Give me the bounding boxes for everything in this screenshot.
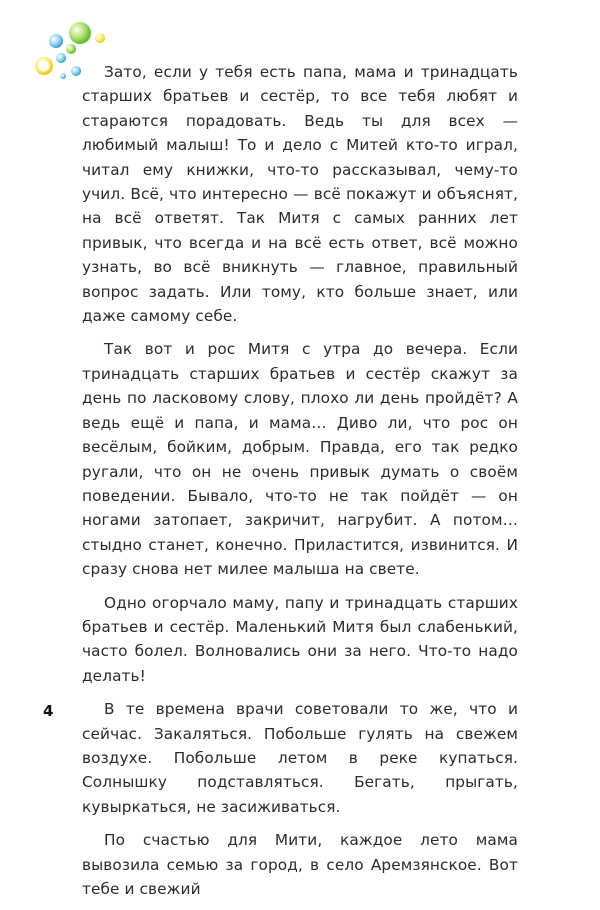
paragraph: Одно огорчало маму, папу и тринадцать старших братьев и сестёр. Маленький Митя был слабенький, часто болел. Волновались они за него. Что-то надо делать! [82, 593, 518, 685]
page-number: 4 [43, 702, 54, 720]
story-text [82, 60, 518, 910]
paragraph: В те времена врачи советовали то же, что и сейчас. Закаляться. Побольше гулять на свежем воздухе. Побольше летом в реке купаться. Солнышку подставляться. Бегать, прыгать, кувыркаться, не засиживаться. [82, 700, 518, 816]
paragraph: Так вот и рос Митя с утра до вечера. Если тринадцать старших братьев и сестёр скажут за день по ласковому слову, плохо ли день пройдёт? А ведь ещё и папа, и мама… Диво ли, что рос он весёлым, бойким, добрым. Правда, его так редко ругали, что он не очень привык думать о своём поведении. Бывало, что-то не так пойдёт — он ногами затопает, закричит, нагрубит. А потом… стыдно станет, конечно. Приластится, извинится. И сразу снова нет милее малыша на свете. [82, 340, 518, 579]
paragraph: Зато, если у тебя есть папа, мама и тринадцать старших братьев и сестёр, то все тебя любят и стараются порадовать. Ведь ты для всех — любимый малыш! То и дело с Митей кто-то играл, читал ему книжки, что-то рассказывал, чему-то учил. Всё, что интересно — всё покажут и объяснят, на всё ответят. Так Митя с самых ранних лет привык, что всегда и на всё есть ответ, всё можно узнать, во всё вникнуть — главное, правильный вопрос задать. Или тому, кто больше знает, или даже самому себе. [82, 63, 518, 326]
paragraph: По счастью для Мити, каждое лето мама вывозила семью за город, в село Аремзянское. Вот тебе и свежий [82, 831, 518, 898]
